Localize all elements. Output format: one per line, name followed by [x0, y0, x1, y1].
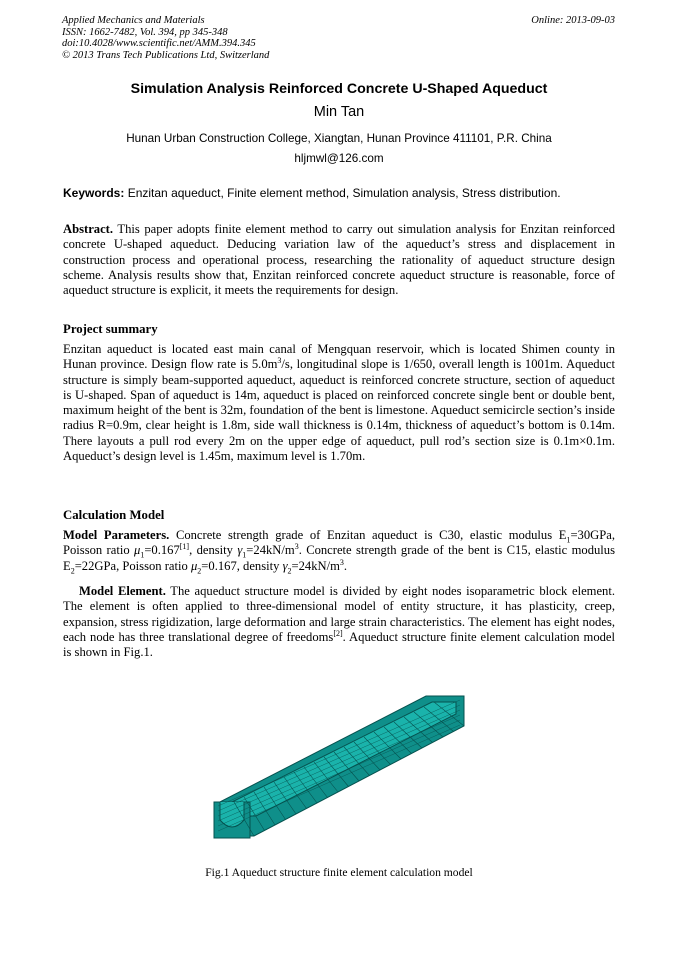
- subscript: 2: [287, 566, 292, 576]
- paper-title: Simulation Analysis Reinforced Concrete U-Shaped Aqueduct: [130, 81, 548, 97]
- subscript: 1: [140, 550, 145, 560]
- subscript: 1: [566, 535, 571, 545]
- abstract-label: Abstract.: [63, 222, 114, 236]
- aqueduct-mesh-drawing: [210, 680, 476, 855]
- subscript: 1: [242, 550, 247, 560]
- section-heading-project-summary: Project summary: [63, 322, 158, 336]
- text: . Concrete strength grade of the bent is C15, elastic modulus E: [63, 543, 615, 573]
- mu-symbol: μ: [190, 558, 198, 573]
- aqueduct-fe-model-figure: [210, 680, 476, 855]
- model-parameters-paragraph: [63, 528, 615, 574]
- project-summary-text-b: /s, longitudinal slope is 1/650, overall length is 1001m. Aqueduct structure is simply beam-supported aqueduct, aqueduct is reinforced concrete structure, section of aqueduct is U-shaped. Span of aqueduct is 14m, aqueduct is placed on reinforced concrete single bent or double bent, maximum height of the bent is 32m, foundation of the bent is limestone. Aqueduct semicircle section’s inside radius R=0.9m, clear height is 1.8m, side wall thickness is 0.14m, thickness of aqueduct’s bottom is 0.14m. There layouts a pull rod every 2m on the upper edge of aqueduct, pull rod’s section size is 0.1m×0.1m. Aqueduct’s design level is 1.45m, maximum level is 1.70m.: [63, 357, 615, 464]
- text: The aqueduct structure model is divided by eight nodes isoparametric block element. The element is often applied to three-dimensional model of entity structure, it has plasticity, creep, expansion, stress rigidization, large deformation and large strain characteristics. The element has eight nodes, each node has three translational degree of freedoms: [63, 584, 616, 644]
- issn-line: ISSN: 1662-7482, Vol. 394, pp 345-348: [62, 26, 228, 38]
- keywords-text: Enzitan aqueduct, Finite element method, Simulation analysis, Stress distribution.: [127, 186, 561, 200]
- model-element-label: Model Element.: [79, 584, 166, 598]
- text: . Aqueduct structure finite element calculation model is shown in Fig.1.: [63, 629, 615, 660]
- abstract-paragraph: [63, 222, 615, 298]
- copyright-line: © 2013 Trans Tech Publications Ltd, Switzerland: [62, 49, 270, 61]
- author-name: Min Tan: [313, 104, 365, 120]
- mesh-line: [218, 715, 460, 821]
- project-summary-paragraph: [63, 342, 615, 464]
- superscript: 3: [294, 542, 299, 552]
- text: Concrete strength grade of Enzitan aqueduct is C30, elastic modulus E: [175, 528, 567, 542]
- text: =30GPa, Poisson ratio: [63, 528, 615, 558]
- mu-symbol: μ: [133, 543, 141, 558]
- affiliation: Hunan Urban Construction College, Xiangtan, Hunan Province 411101, P.R. China: [126, 132, 552, 145]
- doi-line: doi:10.4028/www.scientific.net/AMM.394.345: [62, 38, 256, 49]
- figure-caption: Fig.1 Aqueduct structure finite element calculation model: [205, 866, 473, 879]
- abstract-text: This paper adopts finite element method to carry out simulation analysis for Enzitan reinforced concrete U-shaped aqueduct. Deducing variation law of the aqueduct’s stress and displacement in construction process and operational process, researching the rationality of aqueduct structure design scheme. Analysis results show that, Enzitan reinforced concrete aqueduct structure is reasonable, force of aqueduct structure is explicit, it meets the requirements for design.: [63, 222, 616, 298]
- text: =24kN/m: [246, 543, 295, 558]
- citation-2: [2]: [333, 628, 343, 638]
- text: =24kN/m: [291, 558, 340, 573]
- project-summary-text-a: Enzitan aqueduct is located east main canal of Mengquan reservoir, which is located Shimen county in Hunan province. Design flow rate is 5.0m: [63, 342, 615, 372]
- journal-header: [62, 15, 615, 61]
- author-email: hljmwl@126.com: [294, 152, 384, 165]
- subscript: 2: [197, 566, 202, 576]
- section-heading-calculation-model: Calculation Model: [63, 508, 165, 522]
- mesh-line: [218, 710, 460, 816]
- journal-name: Applied Mechanics and Materials: [62, 15, 205, 26]
- gamma-symbol: γ: [282, 558, 288, 573]
- keywords-label: Keywords:: [63, 186, 125, 200]
- model-parameters-label: Model Parameters.: [63, 528, 170, 542]
- text: .: [343, 558, 348, 573]
- gamma-symbol: γ: [237, 543, 243, 558]
- text: , density: [189, 543, 238, 558]
- online-date: Online: 2013-09-03: [531, 15, 615, 26]
- subscript: 2: [70, 566, 75, 576]
- text: =22GPa, Poisson ratio: [74, 558, 191, 573]
- text: =0.167: [144, 543, 180, 558]
- mesh-line: [218, 705, 460, 811]
- superscript: 3: [277, 356, 282, 366]
- citation-1: [1]: [179, 542, 190, 552]
- mesh-line: [218, 720, 460, 826]
- text: =0.167, density: [201, 558, 283, 573]
- superscript: 3: [339, 557, 344, 567]
- keywords: [63, 186, 623, 200]
- model-element-paragraph: [63, 584, 615, 660]
